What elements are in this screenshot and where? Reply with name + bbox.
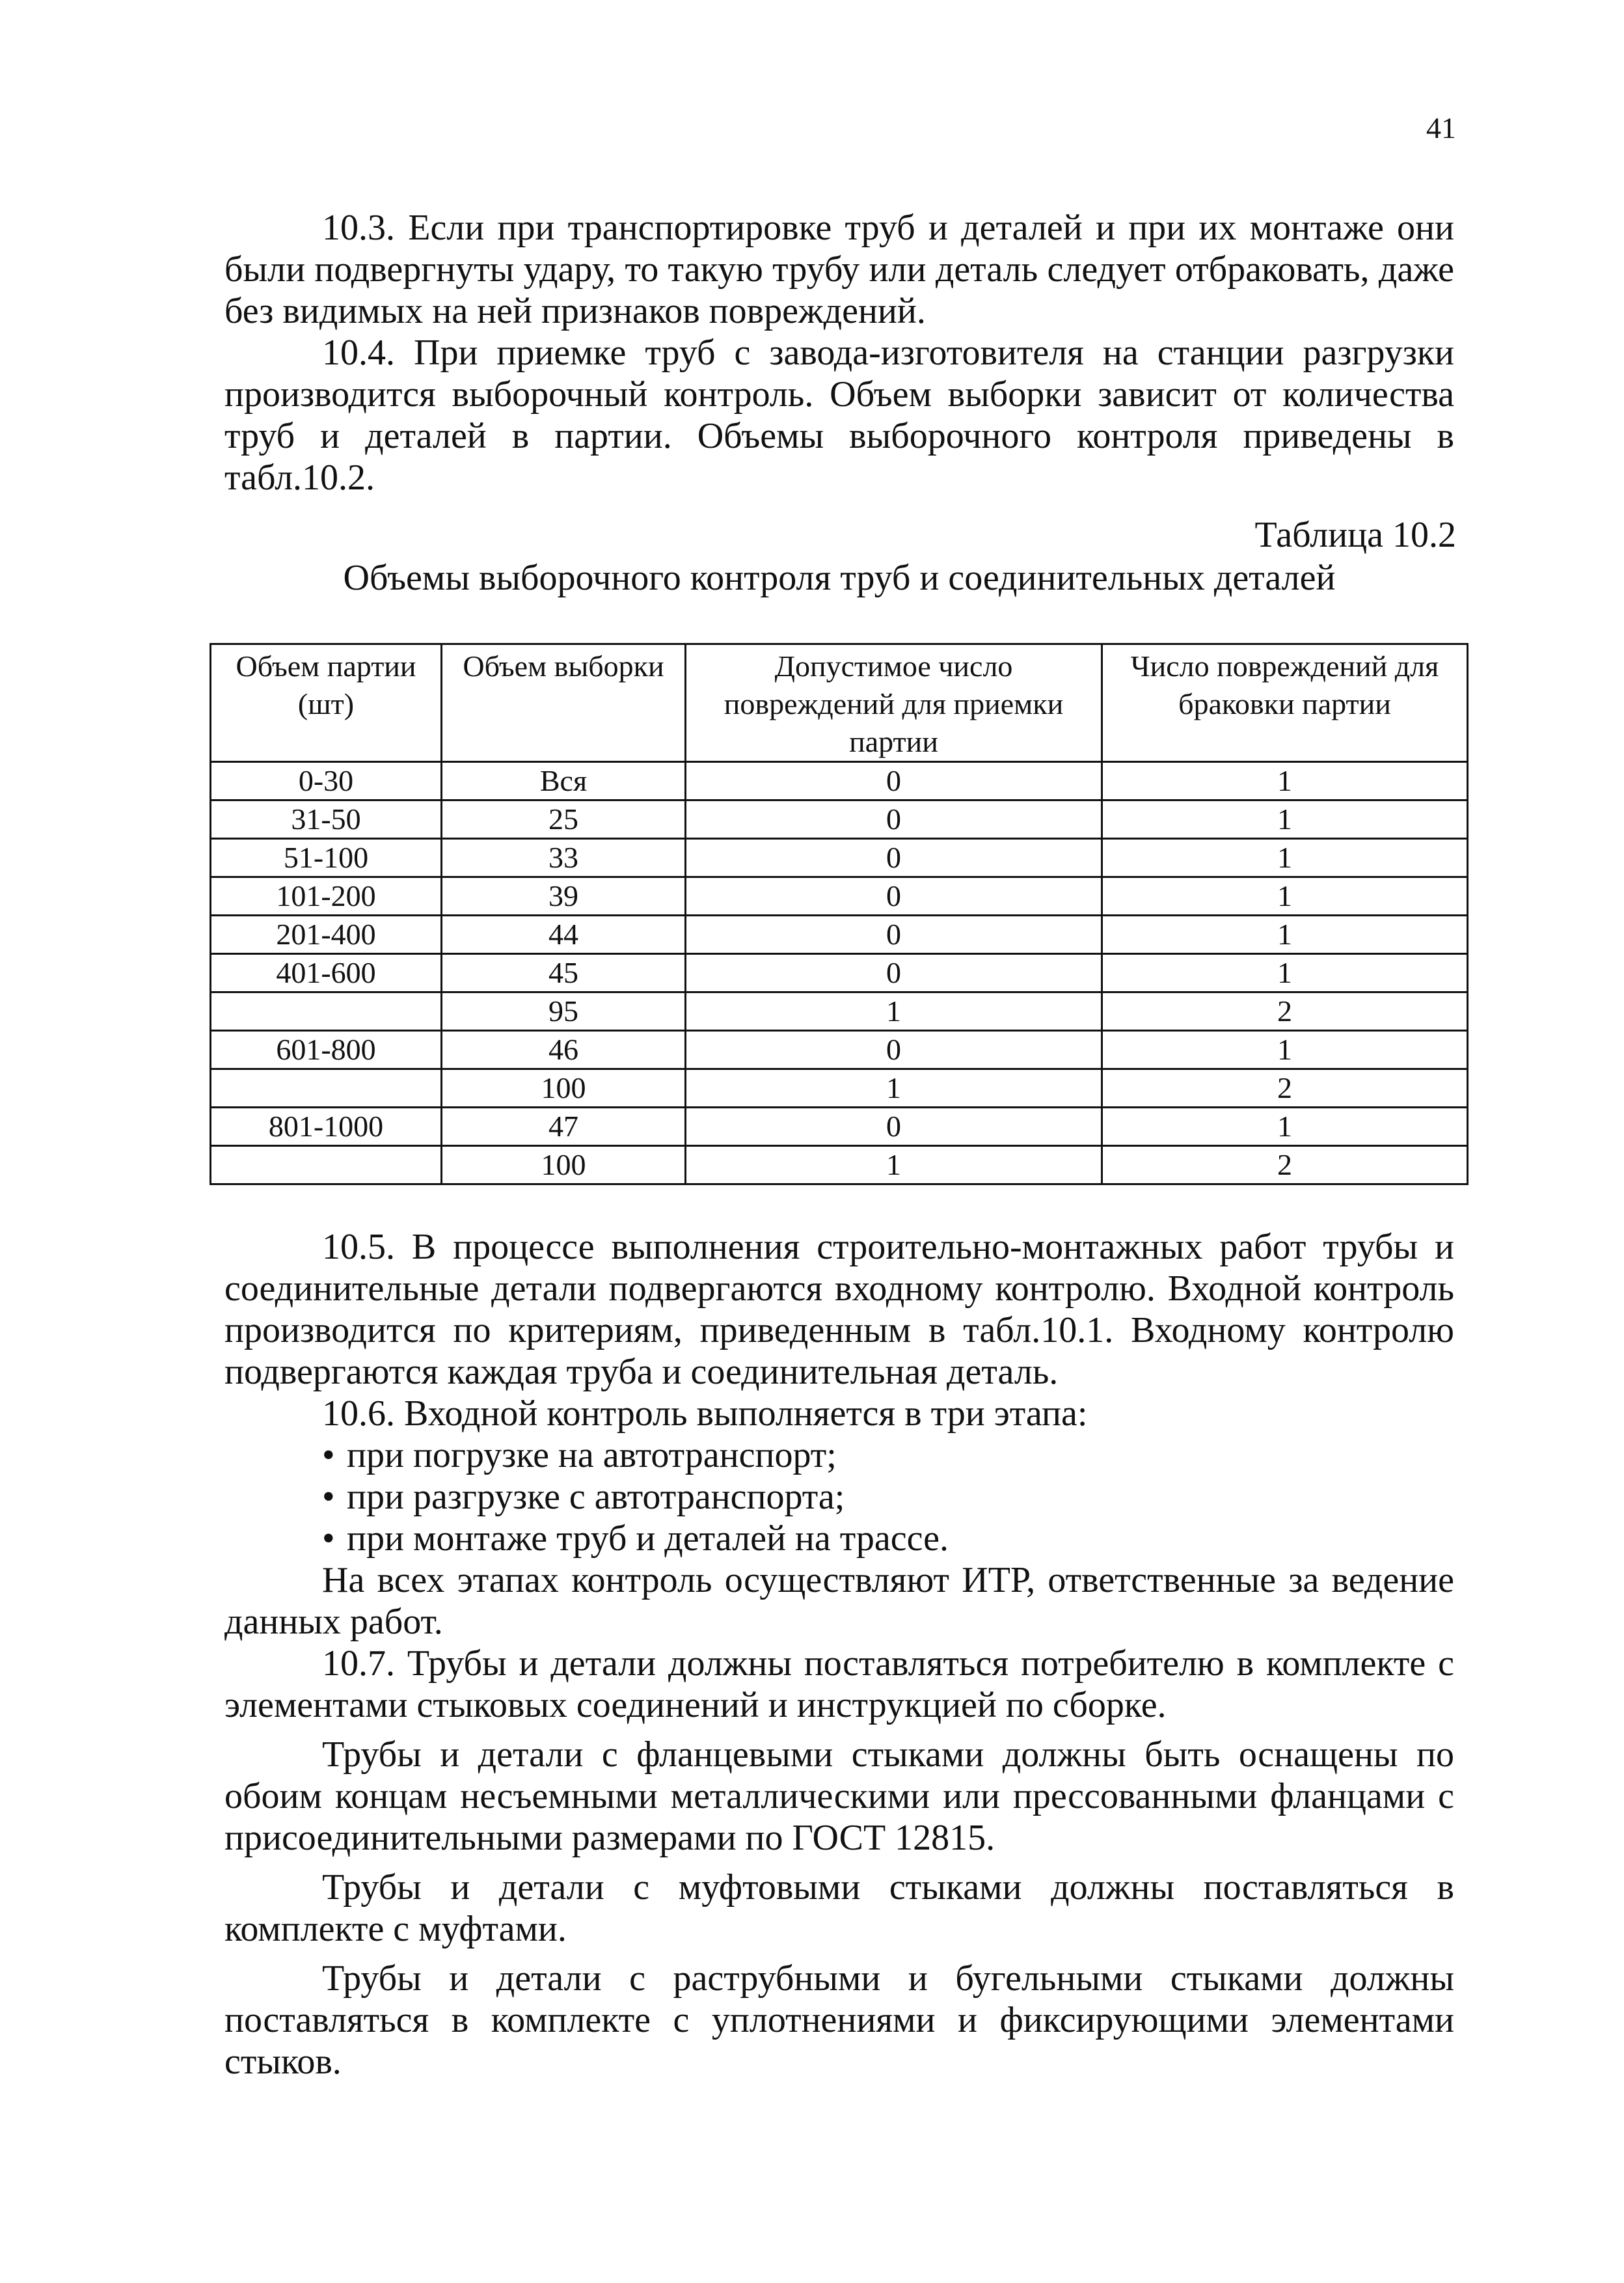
cell-batch bbox=[211, 1069, 442, 1108]
bullet-item: • при разгрузке с автотранспорта; bbox=[224, 1476, 1454, 1518]
cell-reject: 2 bbox=[1102, 992, 1468, 1031]
table-row bbox=[211, 1031, 1468, 1069]
paragraph-flange: Трубы и детали с фланцевыми стыками должны быть оснащены по обоим концам несъемными металлическими или прессованными фланцами с присоединительными размерами по ГОСТ 12815. bbox=[224, 1734, 1454, 1858]
header-batch-size: Объем партии (шт) bbox=[211, 644, 442, 762]
cell-reject: 1 bbox=[1102, 800, 1468, 839]
cell-accept: 0 bbox=[686, 877, 1102, 916]
sampling-table bbox=[210, 643, 1468, 1185]
cell-batch: 31-50 bbox=[211, 800, 442, 839]
cell-sample: 44 bbox=[442, 916, 686, 954]
cell-reject: 1 bbox=[1102, 1031, 1468, 1069]
table-title: Объемы выборочного контроля труб и соединительных деталей bbox=[343, 558, 1336, 598]
header-accept-number: Допустимое число повреждений для приемки партии bbox=[686, 644, 1102, 762]
table-row bbox=[211, 839, 1468, 877]
cell-reject: 2 bbox=[1102, 1069, 1468, 1108]
table-row bbox=[211, 1069, 1468, 1108]
cell-batch: 101-200 bbox=[211, 877, 442, 916]
cell-sample: 39 bbox=[442, 877, 686, 916]
paragraph-10-5: 10.5. В процессе выполнения строительно-монтажных работ трубы и соединительные детали подвергаются входному контролю. Входной контроль производится по критериям, приведенным в табл.10.1. Входному контролю подвергаются каждая труба и соединительная деталь. bbox=[224, 1227, 1454, 1392]
header-sample-size: Объем выборки bbox=[442, 644, 686, 762]
body-paragraphs bbox=[224, 1226, 1454, 2083]
cell-accept: 0 bbox=[686, 762, 1102, 800]
cell-reject: 1 bbox=[1102, 916, 1468, 954]
table-row bbox=[211, 992, 1468, 1031]
paragraph-10-3: 10.3. Если при транспортировке труб и деталей и при их монтаже они были подвергнуты удару, то такую трубу или деталь следует отбраковать, даже без видимых на ней признаков повреждений. bbox=[224, 208, 1454, 331]
paragraph-socket: Трубы и детали с раструбными и бугельными стыками должны поставляться в комплекте с уплотнениями и фиксирующими элементами стыков. bbox=[224, 1958, 1454, 2082]
cell-accept: 0 bbox=[686, 916, 1102, 954]
table-row bbox=[211, 954, 1468, 992]
table-row bbox=[211, 1146, 1468, 1184]
table-row bbox=[211, 916, 1468, 954]
paragraph-10-6: 10.6. Входной контроль выполняется в три этапа: bbox=[322, 1393, 1088, 1434]
cell-reject: 1 bbox=[1102, 839, 1468, 877]
cell-sample: 25 bbox=[442, 800, 686, 839]
cell-accept: 1 bbox=[686, 1146, 1102, 1184]
cell-reject: 1 bbox=[1102, 762, 1468, 800]
cell-sample: 100 bbox=[442, 1146, 686, 1184]
cell-accept: 1 bbox=[686, 1069, 1102, 1108]
cell-batch: 0-30 bbox=[211, 762, 442, 800]
table-header-row bbox=[211, 644, 1468, 762]
cell-accept: 0 bbox=[686, 1031, 1102, 1069]
cell-reject: 2 bbox=[1102, 1146, 1468, 1184]
paragraph-coupling: Трубы и детали с муфтовыми стыками должны поставляться в комплекте с муфтами. bbox=[224, 1867, 1454, 1949]
cell-batch: 201-400 bbox=[211, 916, 442, 954]
cell-reject: 1 bbox=[1102, 877, 1468, 916]
table-row bbox=[211, 1108, 1468, 1146]
cell-sample: 46 bbox=[442, 1031, 686, 1069]
cell-accept: 0 bbox=[686, 954, 1102, 992]
cell-reject: 1 bbox=[1102, 1108, 1468, 1146]
top-paragraphs bbox=[224, 207, 1454, 499]
cell-accept: 0 bbox=[686, 800, 1102, 839]
paragraph-10-7: 10.7. Трубы и детали должны поставляться потребителю в комплекте с элементами стыковых соединений и инструкцией по сборке. bbox=[224, 1643, 1454, 1725]
paragraph-itr: На всех этапах контроль осуществляют ИТР, ответственные за ведение данных работ. bbox=[224, 1560, 1454, 1642]
cell-batch: 801-1000 bbox=[211, 1108, 442, 1146]
table-number: Таблица 10.2 bbox=[1254, 515, 1456, 555]
table-row bbox=[211, 877, 1468, 916]
bullet-item: • при монтаже труб и деталей на трассе. bbox=[224, 1518, 1454, 1559]
cell-batch: 51-100 bbox=[211, 839, 442, 877]
paragraph-10-4: 10.4. При приемке труб с завода-изготовителя на станции разгрузки производится выборочный контроль. Объем выборки зависит от количества труб и деталей в партии. Объемы выборочного контроля приведены в табл.10.2. bbox=[224, 333, 1454, 498]
bullet-item: • при погрузке на автотранспорт; bbox=[224, 1434, 1454, 1476]
cell-sample: 100 bbox=[442, 1069, 686, 1108]
cell-batch: 401-600 bbox=[211, 954, 442, 992]
cell-batch bbox=[211, 1146, 442, 1184]
cell-sample: 45 bbox=[442, 954, 686, 992]
header-reject-number: Число повреждений для браковки партии bbox=[1102, 644, 1468, 762]
cell-sample: 95 bbox=[442, 992, 686, 1031]
table-row bbox=[211, 762, 1468, 800]
cell-accept: 1 bbox=[686, 992, 1102, 1031]
cell-sample: 33 bbox=[442, 839, 686, 877]
page-number: 41 bbox=[1426, 111, 1456, 144]
cell-accept: 0 bbox=[686, 839, 1102, 877]
table-row bbox=[211, 800, 1468, 839]
cell-sample: Вся bbox=[442, 762, 686, 800]
cell-reject: 1 bbox=[1102, 954, 1468, 992]
cell-batch bbox=[211, 992, 442, 1031]
cell-batch: 601-800 bbox=[211, 1031, 442, 1069]
cell-sample: 47 bbox=[442, 1108, 686, 1146]
cell-accept: 0 bbox=[686, 1108, 1102, 1146]
